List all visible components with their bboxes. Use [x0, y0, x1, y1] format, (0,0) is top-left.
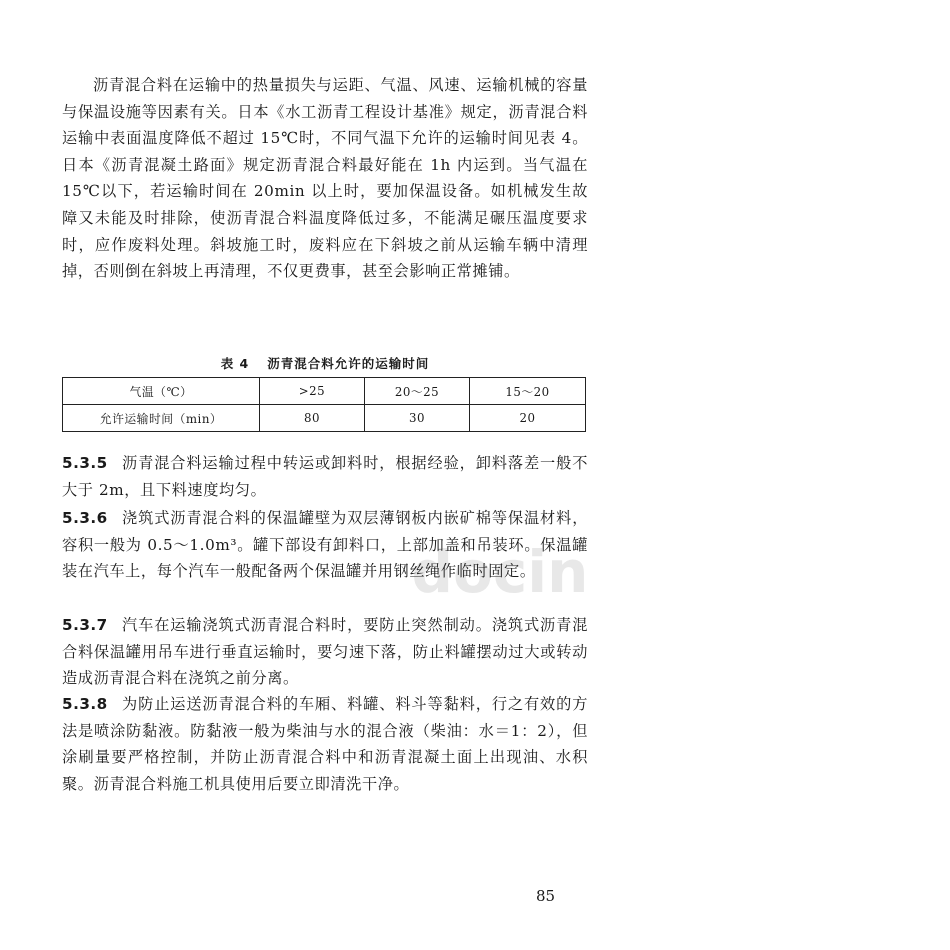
intro-paragraph: 沥青混合料在运输中的热量损失与运距、气温、风速、运输机械的容量与保温设施等因素有关。日本《水工沥青工程设计基准》规定，沥青混合料运输中表面温度降低不超过 15℃时，不同气温下允许的运输时间见表 4。日本《沥青混凝土路面》规定沥青混合料最好能在 1h 内运到。当气温在 15℃以下，若运输时间在 20min 以上时，要加保温设备。如机械发生故障又未能及时排除，使沥青混合料温度降低过多，不能满足碾压温度要求时，应作废料处理。斜坡施工时，废料应在下斜坡之前从运输车辆中清理掉，否则倒在斜坡上再清理，不仅更费事，甚至会影响正常摊铺。	[62, 76, 588, 281]
section-text: 为防止运送沥青混合料的车厢、料罐、料斗等黏料，行之有效的方法是喷涂防黏液。防黏液一般为柴油与水的混合液（柴油：水＝1：2），但涂刷量要严格控制，并防止沥青混合料中和沥青混凝土面上出现油、水积聚。沥青混合料施工机具使用后要立即清洗干净。	[62, 695, 588, 793]
table-label: 表 4	[220, 356, 250, 371]
section-5-3-5	[62, 450, 588, 503]
table-cell: 20	[470, 405, 586, 432]
table-cell: 20～25	[365, 378, 470, 405]
table-cell: 15～20	[470, 378, 586, 405]
table-row	[63, 405, 586, 432]
table-row	[63, 378, 586, 405]
section-5-3-7	[62, 612, 588, 692]
section-text: 浇筑式沥青混合料的保温罐壁为双层薄钢板内嵌矿棉等保温材料，容积一般为 0.5～1.0m³。罐下部设有卸料口，上部加盖和吊装环。保温罐装在汽车上，每个汽车一般配备两个保温罐并用钢丝绳作临时固定。	[62, 509, 588, 581]
section-number: 5.3.5	[62, 454, 108, 472]
table-cell: >25	[260, 378, 365, 405]
table-caption	[62, 354, 588, 372]
table-cell: 30	[365, 405, 470, 432]
section-text: 沥青混合料运输过程中转运或卸料时，根据经验，卸料落差一般不大于 2m，且下料速度均匀。	[62, 454, 588, 499]
page-number: 85	[536, 887, 556, 905]
row-header-temperature: 气温（℃）	[63, 378, 260, 405]
section-number: 5.3.7	[62, 616, 108, 634]
section-text: 汽车在运输浇筑式沥青混合料时，要防止突然制动。浇筑式沥青混合料保温罐用吊车进行垂直运输时，要匀速下落，防止料罐摆动过大或转动造成沥青混合料在浇筑之前分离。	[62, 616, 588, 688]
table-cell: 80	[260, 405, 365, 432]
section-5-3-8	[62, 691, 588, 797]
transport-time-table	[62, 377, 586, 432]
watermark-text: docin	[411, 540, 589, 606]
row-header-time: 允许运输时间（min）	[63, 405, 260, 432]
section-5-3-6	[62, 505, 588, 585]
section-number: 5.3.8	[62, 695, 108, 713]
section-number: 5.3.6	[62, 509, 108, 527]
table-title: 沥青混合料允许的运输时间	[267, 356, 430, 371]
